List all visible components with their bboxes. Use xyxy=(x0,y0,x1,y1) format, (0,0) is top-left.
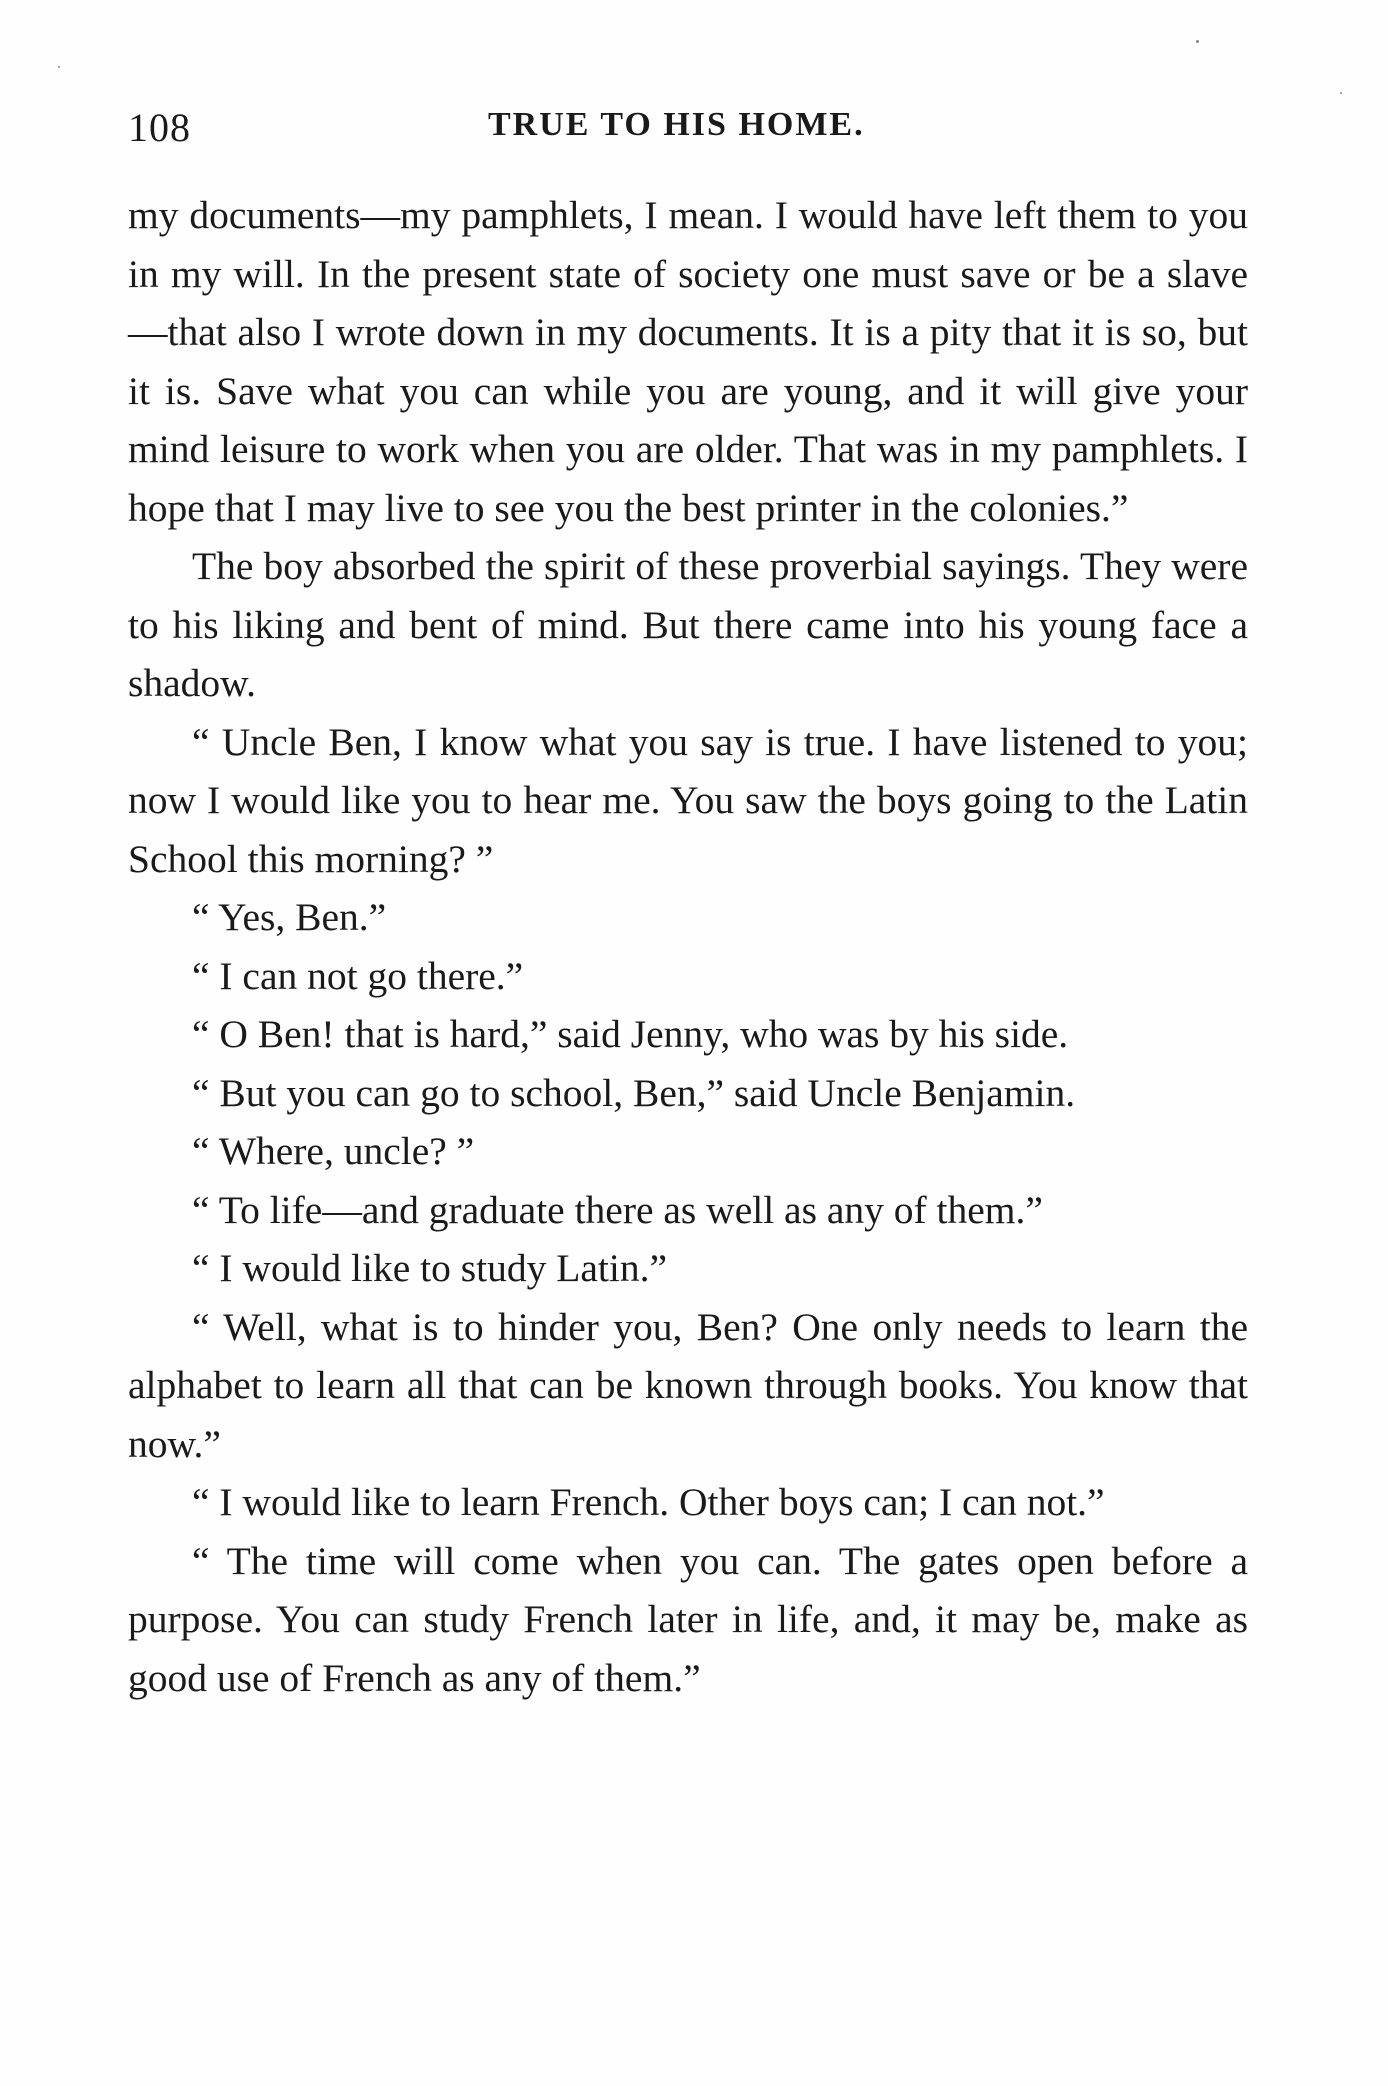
paragraph-continued: my documents—my pamphlets, I mean. I would have left them to you in my will. In the present state of society one must save or be a slave—that also I wrote down in my documents. It is a pity that it is so, but it is. Save what you can while you are young, and it will give your mind leisure to work when you are older. That was in my pamphlets. I hope that I may live to see you the best printer in the colonies.” xyxy=(128,193,1248,530)
page-number: 108 xyxy=(128,105,191,150)
paper-speck xyxy=(1196,40,1199,43)
paragraph: “ I would like to study Latin.” xyxy=(192,1246,668,1290)
running-title: TRUE TO HIS HOME. xyxy=(488,106,865,143)
paragraph: “ I can not go there.” xyxy=(192,953,524,998)
paragraph: “ Well, what is to hinder you, Ben? One only needs to learn the alphabet to learn all that can be known through books. You know that now.” xyxy=(128,1304,1248,1466)
paragraph: “ Uncle Ben, I know what you say is true. I have listened to you; now I would like you to hear me. You saw the boys going to the Latin School this morning? ” xyxy=(128,719,1248,881)
paragraph: The boy absorbed the spirit of these proverbial sayings. They were to his liking and bent of mind. But there came into his young face a shadow. xyxy=(128,544,1248,705)
body-text xyxy=(128,186,1248,1707)
page-header xyxy=(128,96,1248,156)
paragraph: “ To life—and graduate there as well as any of them.” xyxy=(192,1187,1043,1232)
paragraph: “ Where, uncle? ” xyxy=(192,1129,475,1173)
paragraph: “ O Ben! that is hard,” said Jenny, who was by his side. xyxy=(192,1012,1069,1056)
paragraph: “ Yes, Ben.” xyxy=(192,895,387,939)
paper-speck xyxy=(58,66,60,68)
paragraph: “ The time will come when you can. The gates open before a purpose. You can study French later in life, and, it may be, make as good use of French as any of them.” xyxy=(128,1538,1248,1700)
paragraph: “ I would like to learn French. Other boys can; I can not.” xyxy=(192,1480,1105,1524)
paragraph: “ But you can go to school, Ben,” said Uncle Benjamin. xyxy=(192,1070,1076,1115)
paper-speck xyxy=(1340,92,1342,94)
